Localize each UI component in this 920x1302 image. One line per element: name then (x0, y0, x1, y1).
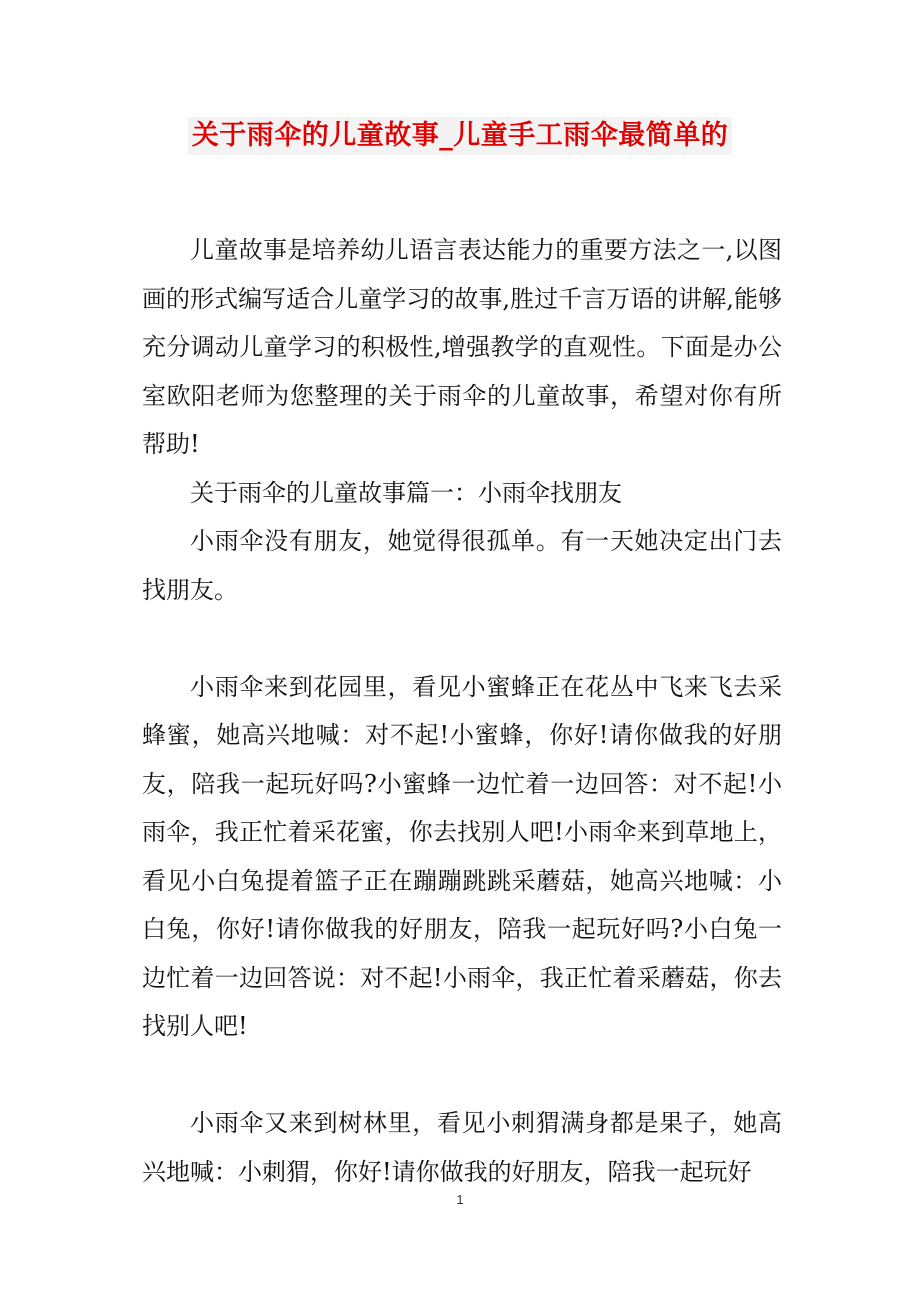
story-paragraph-1: 小雨伞没有朋友，她觉得很孤单。有一天她决定出门去找朋友。 (142, 527, 782, 604)
paragraph-gap (142, 614, 782, 663)
page-number: 1 (456, 1192, 464, 1207)
story-paragraph-2: 小雨伞来到花园里，看见小蜜蜂正在花丛中飞来飞去采蜂蜜，她高兴地喊：对不起!小蜜蜂，你好!请你做我的好朋友，陪我一起玩好吗?小蜜蜂一边忙着一边回答：对不起!小雨伞，我正忙着采花蜜，你去找别人吧!小雨伞来到草地上，看见小白兔提着篮子正在蹦蹦跳跳采蘑菇，她高兴地喊：小白兔，你好!请你做我的好朋友，陪我一起玩好吗?小白兔一边忙着一边回答说：对不起!小雨伞，我正忙着采蘑菇，你去找别人吧! (142, 672, 782, 1040)
title-container (0, 117, 920, 155)
document-title: 关于雨伞的儿童故事_儿童手工雨伞最简单的 (188, 117, 733, 155)
document-body (142, 226, 782, 1196)
paragraph-gap (142, 1051, 782, 1100)
section-heading: 关于雨伞的儿童故事篇一：小雨伞找朋友 (190, 478, 622, 507)
story-paragraph-3: 小雨伞又来到树林里，看见小刺猬满身都是果子，她高兴地喊：小刺猬，你好!请你做我的好朋友，陪我一起玩好 (142, 1109, 782, 1186)
intro-paragraph: 儿童故事是培养幼儿语言表达能力的重要方法之一,以图画的形式编写适合儿童学习的故事,胜过千言万语的讲解,能够充分调动儿童学习的积极性,增强教学的直观性。下面是办公室欧阳老师为您整理的关于雨伞的儿童故事，希望对你有所帮助! (142, 236, 782, 458)
